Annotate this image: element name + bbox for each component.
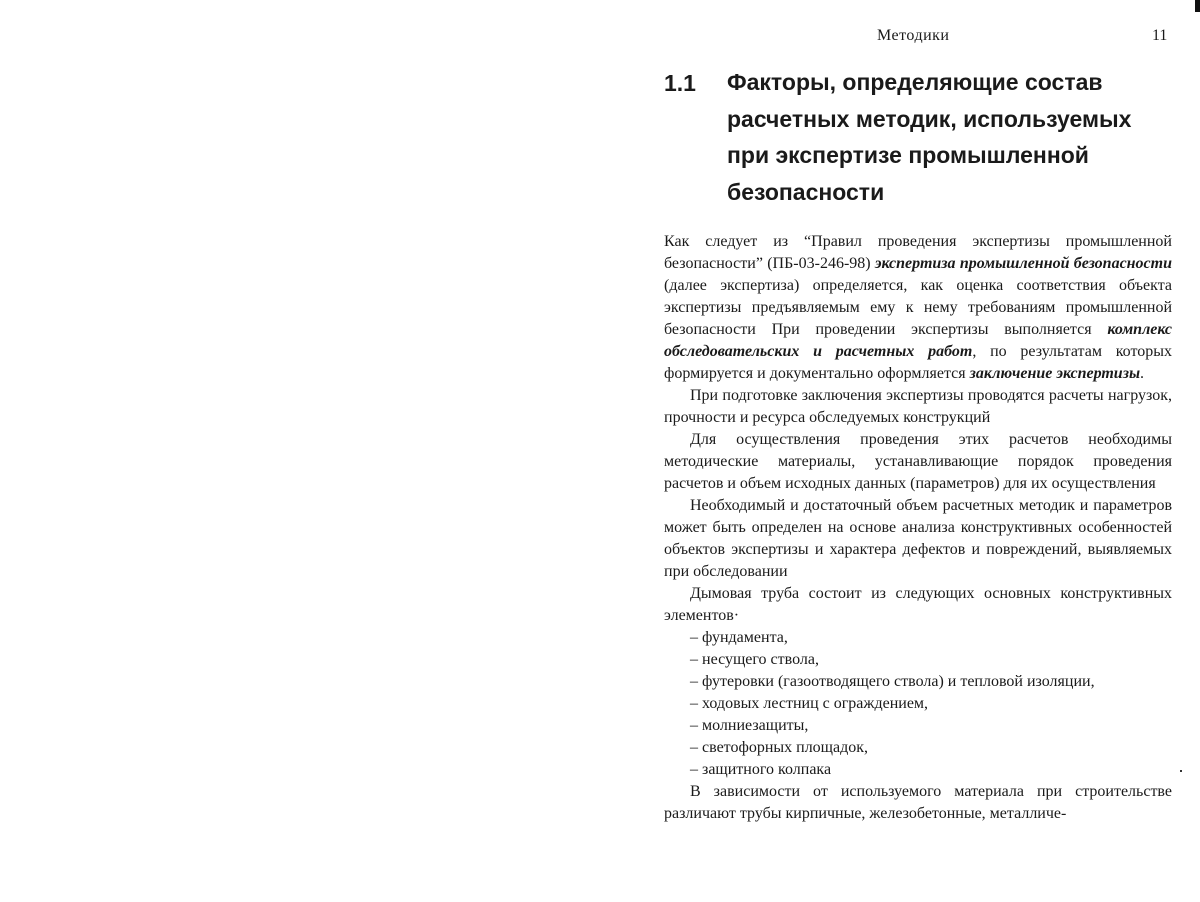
section-title: Факторы, определяющие состав расчетных методик, используемых при экспертизе промышленной безопасности	[727, 69, 1132, 205]
paragraph: Необходимый и достаточный объем расчетных методик и параметров может быть определен на основе анализа конструктивных особенностей объектов экспертизы и характера дефектов и повреждений, выявляемых при обследовании	[664, 497, 1172, 580]
term-complex-works: комплекс обследовательских и расчетных работ	[664, 321, 1172, 360]
paragraph-last: В зависимости от используемого материала при строительстве различают трубы кирпичные, железобетонные, металличе-	[664, 783, 1172, 822]
list-item: – футеровки (газоотводящего ствола) и тепловой изоляции,	[690, 673, 1095, 690]
scan-corner-mark	[1195, 0, 1200, 12]
list-item: – молниезащиты,	[690, 717, 809, 734]
page-number: 11	[1152, 27, 1168, 44]
paragraph-intro: Как следует из “Правил проведения экспертизы промышленной безопасности” (ПБ-03-246-98) экспертиза промышленной безопасности (далее экспертиза) определяется, как оценка соответствия объекта экспертизы предъявляемым ему к нему требованиям промышленной безопасности При проведении экспертизы выполняется комплекс обследовательских и расчетных работ, по результатам которых формируется и документально оформляется заключение экспертизы.	[664, 233, 1172, 382]
list-item: – светофорных площадок,	[690, 739, 869, 756]
elements-list	[664, 627, 1172, 781]
paragraph: Дымовая труба состоит из следующих основных конструктивных элементов·	[664, 585, 1172, 624]
running-head: Методики	[877, 27, 950, 44]
list-item: – несущего ствола,	[690, 651, 819, 668]
paragraph: Для осуществления проведения этих расчетов необходимы методические материалы, устанавливающие порядок проведения расчетов и объем исходных данных (параметров) для их осуществления	[664, 431, 1172, 492]
list-item: – фундамента,	[690, 629, 788, 646]
term-expertise: экспертиза промышленной безопасности	[874, 255, 1172, 272]
term-conclusion: заключение экспертизы	[969, 365, 1141, 382]
paragraph: При подготовке заключения экспертизы проводятся расчеты нагрузок, прочности и ресурса обследуемых конструкций	[664, 387, 1172, 426]
list-item: – защитного колпака	[690, 761, 832, 778]
scan-speck	[1180, 770, 1182, 772]
section-number: 1.1	[664, 70, 696, 96]
body-text	[664, 231, 1172, 825]
list-item: – ходовых лестниц с ограждением,	[690, 695, 929, 712]
